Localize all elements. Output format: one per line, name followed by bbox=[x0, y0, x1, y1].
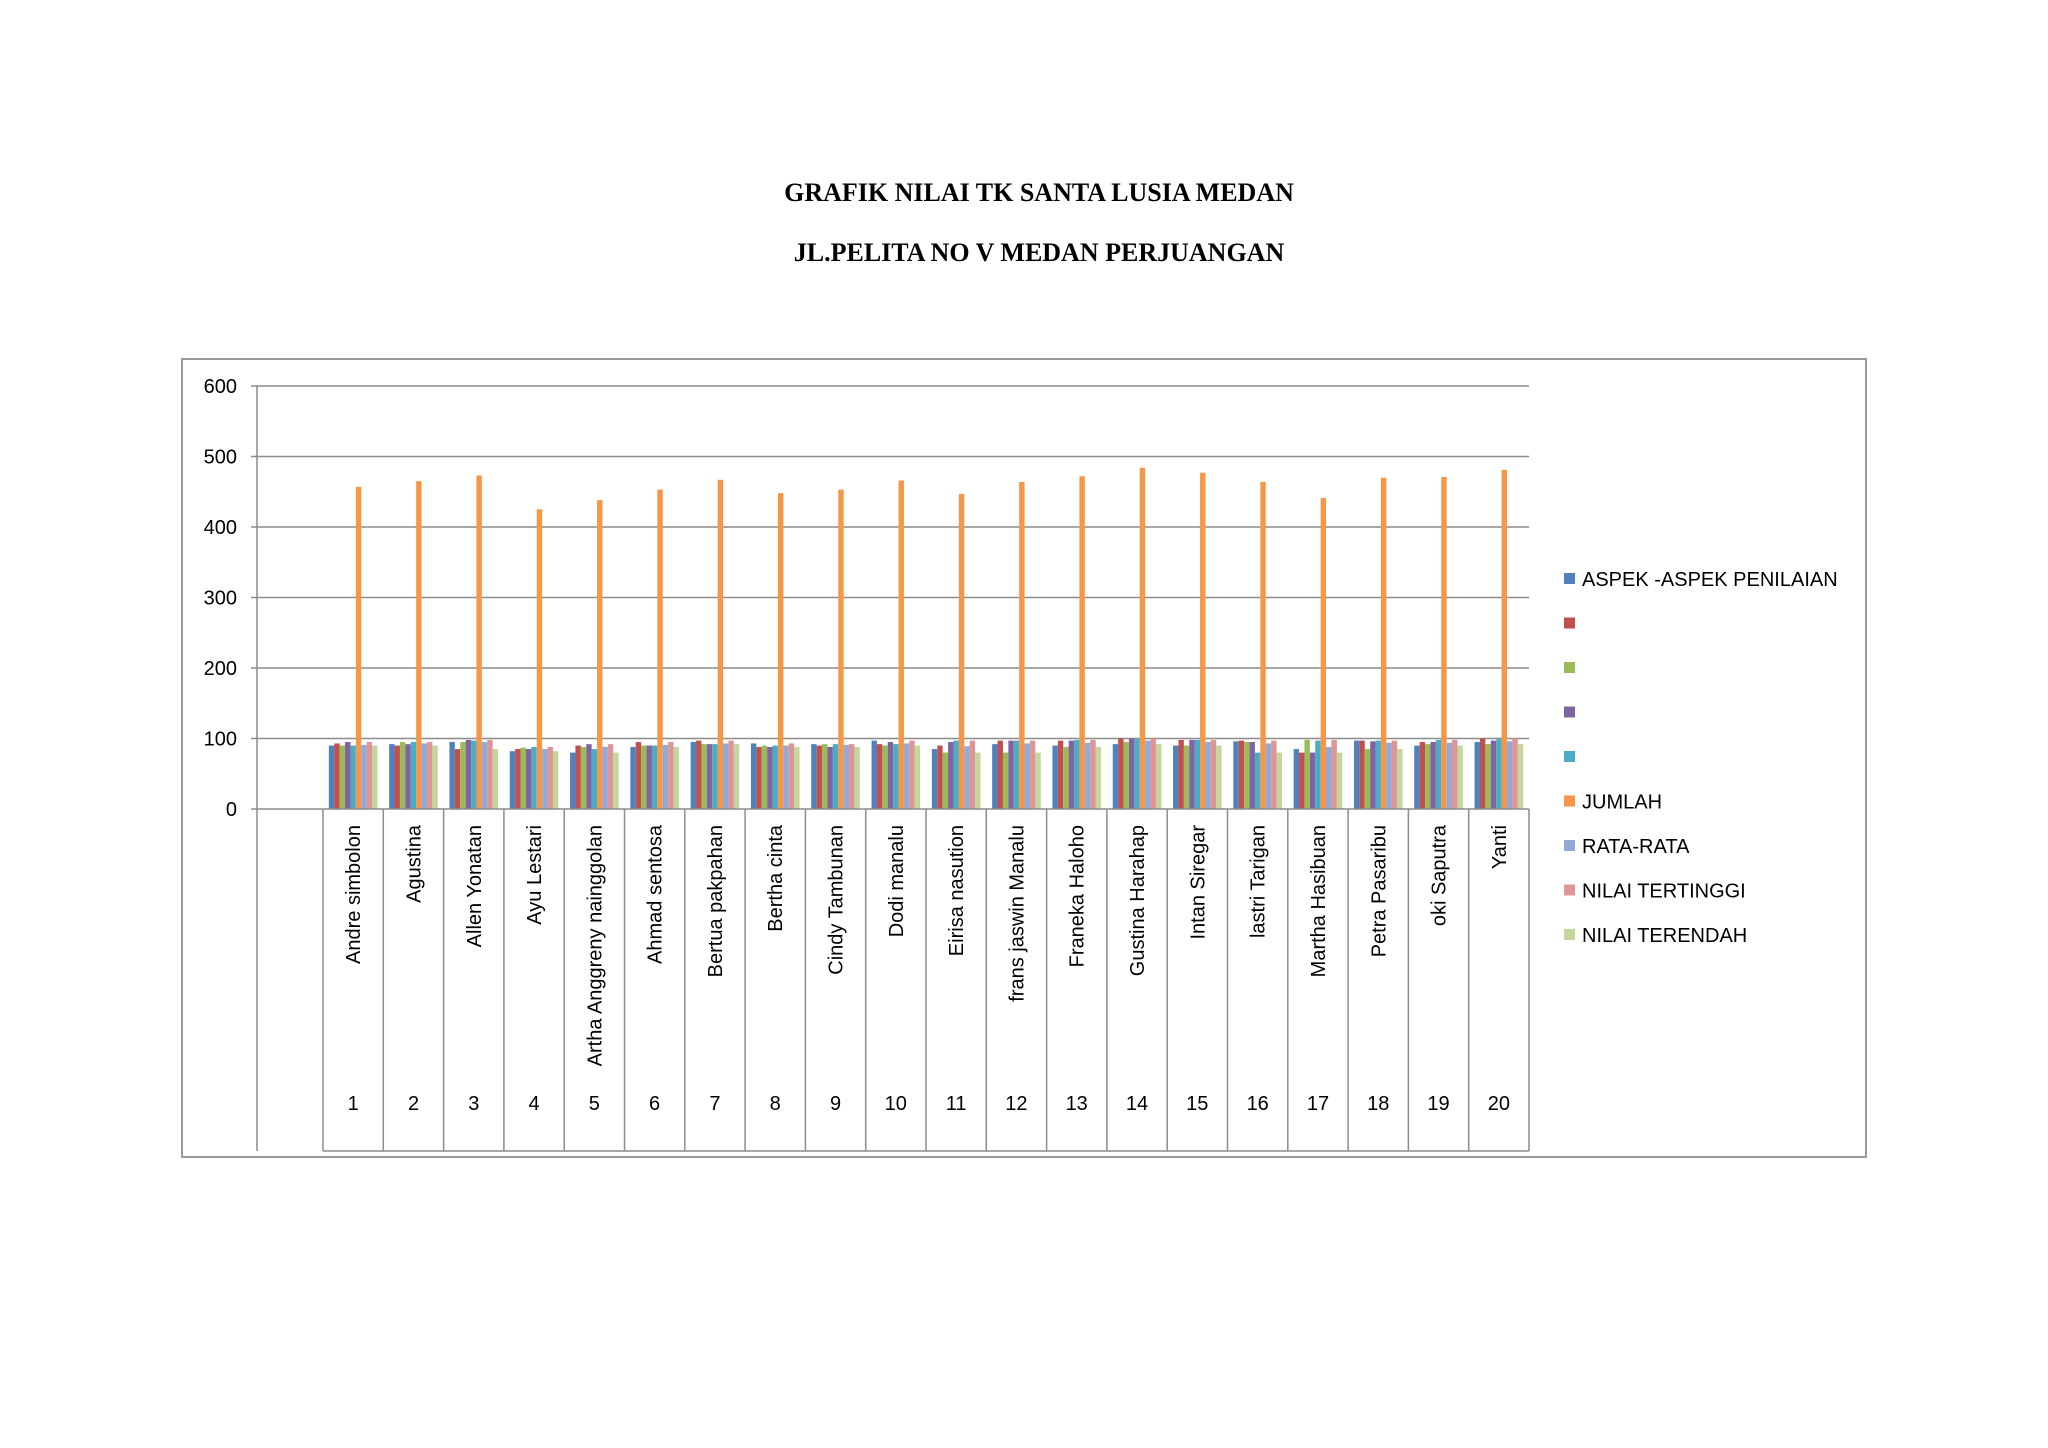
bar bbox=[575, 746, 580, 809]
bar bbox=[1129, 739, 1134, 810]
bar bbox=[636, 742, 641, 809]
bar bbox=[1035, 753, 1040, 809]
bar bbox=[1239, 741, 1244, 809]
bar bbox=[844, 745, 849, 809]
bar bbox=[1255, 753, 1260, 809]
bar bbox=[592, 749, 597, 809]
bar bbox=[1233, 741, 1238, 809]
bar bbox=[899, 480, 904, 809]
bar bbox=[1079, 476, 1084, 809]
bar bbox=[817, 746, 822, 809]
category-name-label: Petra Pasaribu bbox=[1368, 825, 1391, 958]
bar bbox=[1151, 739, 1156, 810]
bar bbox=[1003, 753, 1008, 809]
chart-subtitle: JL.PELITA NO V MEDAN PERJUANGAN bbox=[793, 238, 1285, 267]
bar bbox=[1376, 741, 1381, 809]
legend-swatch bbox=[1564, 573, 1575, 584]
bar bbox=[334, 743, 339, 809]
legend-label: RATA-RATA bbox=[1582, 836, 1690, 858]
bar bbox=[674, 747, 679, 809]
bar-chart bbox=[183, 360, 1865, 1156]
bar bbox=[1173, 746, 1178, 809]
bar bbox=[1244, 742, 1249, 809]
bar bbox=[1271, 741, 1276, 809]
bar bbox=[943, 753, 948, 809]
legend-label: NILAI TERTINGGI bbox=[1582, 880, 1746, 903]
bar bbox=[1457, 746, 1462, 809]
y-tick-label: 200 bbox=[203, 658, 237, 680]
bar bbox=[586, 744, 591, 809]
category-number-label: 3 bbox=[468, 1093, 480, 1115]
bar bbox=[712, 744, 717, 809]
bar bbox=[1386, 743, 1391, 809]
category-number-label: 1 bbox=[347, 1093, 359, 1115]
bar bbox=[466, 740, 471, 809]
bar bbox=[613, 753, 618, 809]
category-number-label: 7 bbox=[709, 1093, 721, 1115]
bar bbox=[1058, 741, 1063, 809]
bar bbox=[762, 746, 767, 809]
bar bbox=[455, 749, 460, 809]
y-tick-label: 100 bbox=[203, 728, 237, 751]
legend-swatch bbox=[1564, 885, 1575, 896]
bar bbox=[1090, 740, 1095, 809]
bar bbox=[400, 742, 405, 809]
bar bbox=[822, 744, 827, 809]
bar bbox=[1310, 753, 1315, 809]
bar bbox=[1085, 743, 1090, 809]
gridlines bbox=[257, 386, 1529, 739]
category-number-label: 11 bbox=[945, 1093, 967, 1115]
legend-swatch bbox=[1564, 840, 1575, 851]
legend-swatch bbox=[1564, 796, 1575, 807]
bar bbox=[1211, 740, 1216, 809]
category-number-label: 19 bbox=[1427, 1093, 1450, 1115]
legend-label: ASPEK -ASPEK PENILAIAN bbox=[1582, 569, 1838, 591]
bar bbox=[1019, 482, 1024, 809]
category-name-label: Allen Yonatan bbox=[463, 825, 486, 948]
bar bbox=[751, 743, 756, 809]
bar bbox=[1118, 739, 1123, 810]
bar bbox=[953, 741, 958, 809]
bar bbox=[345, 742, 350, 809]
bar bbox=[1113, 744, 1118, 809]
bar bbox=[1436, 740, 1441, 809]
bar bbox=[783, 746, 788, 809]
bar bbox=[510, 751, 515, 809]
bar bbox=[476, 476, 481, 809]
bar bbox=[932, 749, 937, 809]
category-name-label: frans jaswin Manalu bbox=[1006, 825, 1029, 1002]
bar bbox=[372, 746, 377, 809]
bar bbox=[537, 509, 542, 809]
bar bbox=[1315, 741, 1320, 809]
bar bbox=[696, 741, 701, 809]
bar bbox=[756, 747, 761, 809]
category-name-label: Eirisa nasution bbox=[946, 825, 969, 957]
category-number-label: 13 bbox=[1065, 1093, 1088, 1115]
bar bbox=[553, 751, 558, 809]
category-name-label: Dodi manalu bbox=[885, 825, 908, 938]
bar bbox=[531, 747, 536, 809]
legend-label: JUMLAH bbox=[1582, 791, 1663, 814]
category-name-label: lastri Tarigan bbox=[1247, 825, 1270, 939]
category-number-label: 6 bbox=[649, 1093, 661, 1115]
bar bbox=[389, 744, 394, 809]
bar bbox=[1304, 740, 1309, 809]
bar bbox=[542, 749, 547, 809]
category-number-label: 2 bbox=[407, 1093, 420, 1115]
bar bbox=[975, 753, 980, 809]
category-number-label: 10 bbox=[884, 1093, 907, 1115]
bar bbox=[405, 744, 410, 809]
bar bbox=[1063, 747, 1068, 809]
bar bbox=[882, 746, 887, 809]
category-number-label: 15 bbox=[1186, 1093, 1209, 1115]
category-number-label: 12 bbox=[1005, 1093, 1028, 1115]
bar bbox=[416, 481, 421, 809]
bar bbox=[581, 747, 586, 809]
category-name-label: Cindy Tambunan bbox=[825, 825, 848, 975]
bar bbox=[1425, 744, 1430, 809]
bar bbox=[460, 742, 465, 809]
category-name-label: Andre simbolon bbox=[343, 825, 366, 964]
category-number-label: 18 bbox=[1367, 1093, 1390, 1115]
legend-swatch bbox=[1564, 707, 1575, 718]
category-number-label: 17 bbox=[1306, 1093, 1330, 1115]
bar bbox=[471, 741, 476, 809]
bar bbox=[1496, 739, 1501, 809]
bar bbox=[668, 742, 673, 809]
legend-label: NILAI TERENDAH bbox=[1582, 925, 1748, 947]
bar bbox=[872, 741, 877, 809]
category-name-label: Intan Siregar bbox=[1187, 825, 1210, 940]
legend-swatch bbox=[1564, 929, 1575, 940]
bar bbox=[1134, 739, 1139, 810]
bar bbox=[1124, 742, 1129, 809]
bar bbox=[1331, 740, 1336, 809]
bar bbox=[411, 742, 416, 809]
bar bbox=[1008, 741, 1013, 809]
bar bbox=[602, 747, 607, 809]
bar bbox=[893, 744, 898, 809]
bar bbox=[1507, 741, 1512, 809]
bar bbox=[849, 744, 854, 809]
legend-swatch bbox=[1564, 618, 1575, 629]
bar bbox=[515, 749, 520, 809]
y-tick-label: 300 bbox=[203, 587, 237, 610]
bars bbox=[329, 468, 1523, 809]
bar bbox=[707, 744, 712, 809]
bar bbox=[970, 741, 975, 809]
bar bbox=[1025, 743, 1030, 809]
bar bbox=[1250, 742, 1255, 809]
bar bbox=[521, 748, 526, 809]
legend-swatch bbox=[1564, 751, 1575, 762]
bar bbox=[482, 742, 487, 809]
category-number-label: 4 bbox=[528, 1093, 540, 1115]
legend-swatch bbox=[1564, 662, 1575, 673]
bar bbox=[630, 747, 635, 809]
bar bbox=[691, 742, 696, 809]
bar bbox=[1260, 482, 1265, 809]
category-number-label: 20 bbox=[1487, 1093, 1511, 1115]
bar bbox=[1140, 468, 1145, 809]
bar bbox=[1321, 498, 1326, 809]
bar bbox=[964, 746, 969, 809]
bar bbox=[340, 746, 345, 809]
bar bbox=[570, 753, 575, 809]
bar bbox=[937, 746, 942, 809]
bar bbox=[948, 742, 953, 809]
y-tick-label: 500 bbox=[203, 446, 237, 469]
bar bbox=[1447, 743, 1452, 809]
bar bbox=[1502, 470, 1507, 809]
bar bbox=[487, 740, 492, 809]
bar bbox=[888, 742, 893, 809]
bar bbox=[773, 746, 778, 809]
bar bbox=[493, 749, 498, 809]
category-name-label: Bertha cinta bbox=[765, 825, 788, 932]
bar bbox=[778, 493, 783, 809]
bar bbox=[838, 490, 843, 809]
bar bbox=[1512, 739, 1517, 810]
bar bbox=[652, 746, 657, 809]
bar bbox=[701, 744, 706, 809]
bar bbox=[1441, 477, 1446, 809]
bar bbox=[1052, 746, 1057, 809]
chart-frame bbox=[181, 358, 1867, 1158]
bar bbox=[356, 487, 361, 809]
bar bbox=[1074, 740, 1079, 809]
bar bbox=[427, 742, 432, 809]
bar bbox=[1480, 739, 1485, 810]
bar bbox=[1414, 746, 1419, 809]
bar bbox=[1354, 741, 1359, 809]
bar bbox=[1299, 753, 1304, 809]
category-name-label: Martha Hasibuan bbox=[1308, 825, 1330, 978]
bar bbox=[789, 743, 794, 809]
bar bbox=[663, 745, 668, 809]
bar bbox=[548, 747, 553, 809]
bar bbox=[1030, 741, 1035, 809]
bar bbox=[811, 744, 816, 809]
legend bbox=[1564, 569, 1838, 947]
bar bbox=[1365, 749, 1370, 809]
category-name-label: Yanti bbox=[1488, 825, 1511, 870]
bar bbox=[641, 746, 646, 809]
bar bbox=[329, 746, 334, 809]
bar bbox=[1200, 473, 1205, 809]
bar bbox=[794, 747, 799, 809]
bar bbox=[361, 745, 366, 809]
bar bbox=[909, 741, 914, 809]
bar bbox=[1397, 749, 1402, 809]
bar bbox=[1216, 746, 1221, 809]
bar bbox=[723, 743, 728, 809]
bar bbox=[1475, 742, 1480, 809]
bar bbox=[833, 744, 838, 809]
bar bbox=[1359, 741, 1364, 809]
category-number-label: 16 bbox=[1246, 1093, 1269, 1115]
bar bbox=[1326, 747, 1331, 809]
bar bbox=[767, 747, 772, 809]
bar bbox=[1014, 741, 1019, 809]
bar bbox=[1337, 753, 1342, 809]
bar bbox=[877, 744, 882, 809]
bar bbox=[395, 746, 400, 809]
bar bbox=[854, 747, 859, 809]
y-tick-label: 0 bbox=[225, 799, 237, 821]
bar bbox=[904, 743, 909, 809]
bar bbox=[597, 500, 602, 809]
bar bbox=[449, 742, 454, 809]
category-number-label: 9 bbox=[829, 1093, 842, 1115]
bar bbox=[1518, 744, 1523, 809]
bar bbox=[526, 749, 531, 809]
bar bbox=[1178, 740, 1183, 809]
bar bbox=[1294, 749, 1299, 809]
category-name-label: Franeka Haloho bbox=[1066, 825, 1089, 968]
bar bbox=[1145, 741, 1150, 809]
bar bbox=[422, 743, 427, 809]
bar bbox=[1195, 740, 1200, 809]
bar bbox=[1392, 741, 1397, 809]
bar bbox=[1189, 740, 1194, 809]
category-name-label: Gustina Harahap bbox=[1127, 825, 1149, 977]
y-tick-label: 400 bbox=[203, 517, 237, 539]
category-name-label: Artha Anggreny nainggolan bbox=[584, 825, 607, 1067]
bar bbox=[992, 744, 997, 809]
bar bbox=[1205, 742, 1210, 809]
bar bbox=[608, 744, 613, 809]
bar bbox=[718, 480, 723, 809]
bar bbox=[959, 494, 964, 809]
bar bbox=[1430, 742, 1435, 809]
bar bbox=[915, 746, 920, 809]
bar bbox=[1277, 753, 1282, 809]
category-number-label: 5 bbox=[588, 1093, 600, 1115]
bar bbox=[647, 746, 652, 809]
bar bbox=[432, 746, 437, 809]
category-name-label: oki Saputra bbox=[1428, 825, 1451, 927]
category-name-label: Bertua pakpahan bbox=[704, 825, 727, 978]
chart-title: GRAFIK NILAI TK SANTA LUSIA MEDAN bbox=[784, 178, 1294, 207]
bar bbox=[998, 741, 1003, 809]
bar bbox=[350, 746, 355, 809]
bar bbox=[1491, 741, 1496, 809]
category-name-label: Ayu Lestari bbox=[524, 825, 546, 925]
bar bbox=[1420, 742, 1425, 809]
bar bbox=[1452, 740, 1457, 809]
bar bbox=[1096, 747, 1101, 809]
bar bbox=[734, 744, 739, 809]
bar bbox=[367, 742, 372, 809]
bar bbox=[827, 747, 832, 809]
category-name-label: Agustina bbox=[403, 825, 426, 903]
bar bbox=[1370, 741, 1375, 809]
bar bbox=[1485, 744, 1490, 809]
bar bbox=[1266, 743, 1271, 809]
bar bbox=[728, 741, 733, 809]
bar bbox=[1156, 744, 1161, 809]
bar bbox=[657, 490, 662, 809]
category-number-label: 14 bbox=[1125, 1093, 1149, 1115]
y-tick-label: 600 bbox=[203, 376, 237, 398]
bar bbox=[1069, 741, 1074, 809]
category-number-label: 8 bbox=[769, 1093, 781, 1115]
category-name-label: Ahmad sentosa bbox=[644, 825, 667, 964]
bar bbox=[1381, 478, 1386, 809]
bar bbox=[1184, 746, 1189, 809]
